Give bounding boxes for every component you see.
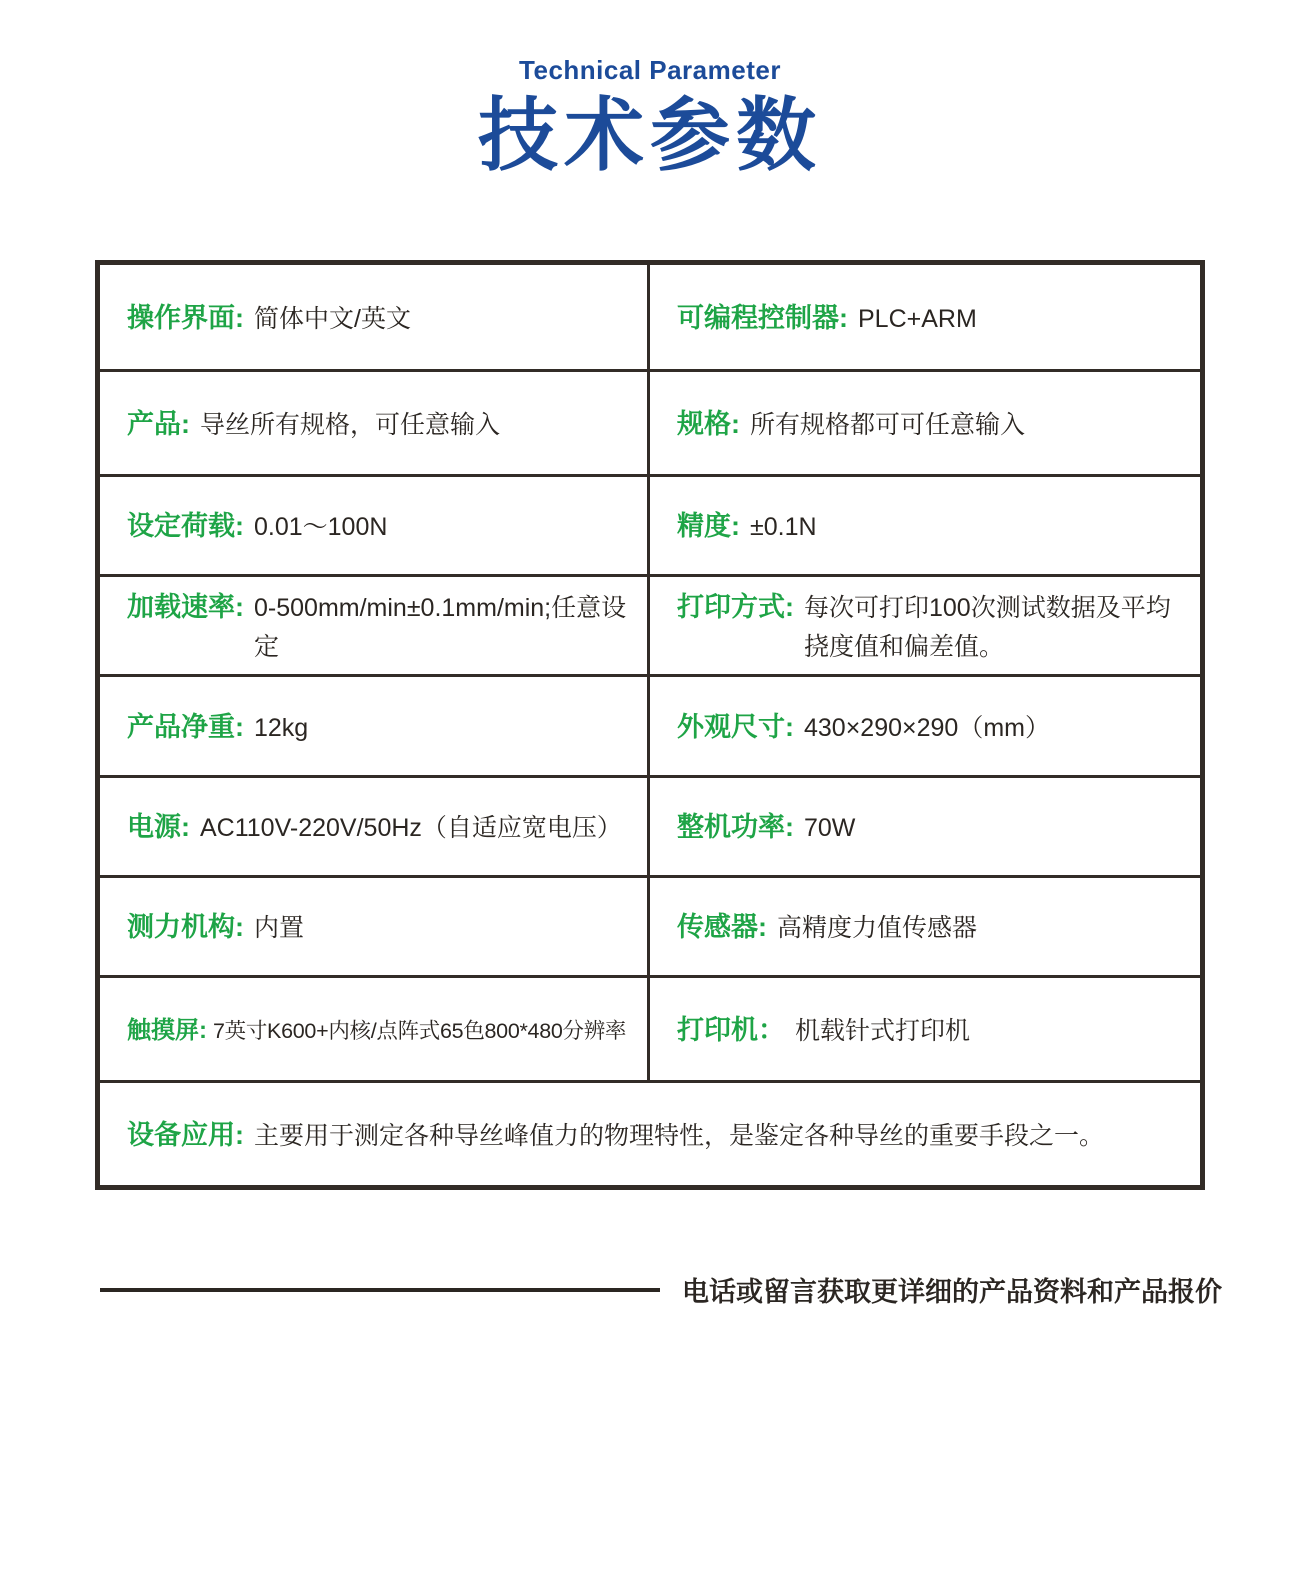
header-subtitle-en: Technical Parameter	[519, 55, 781, 85]
param-value: AC110V-220V/50Hz（自适应宽电压）	[200, 814, 622, 843]
param-value: 70W	[804, 814, 856, 843]
param-label: 加载速率:	[127, 591, 244, 622]
param-label: 打印方式:	[677, 591, 794, 622]
table-cell-net-weight	[100, 677, 650, 778]
param-label: 精度:	[677, 511, 740, 542]
param-value: 内置	[254, 914, 305, 943]
param-value: 12kg	[254, 713, 309, 742]
param-label: 设备应用:	[127, 1119, 244, 1150]
param-value: 主要用于测定各种导丝峰值力的物理特性，是鉴定各种导丝的重要手段之一。	[254, 1121, 1105, 1150]
table-cell-accuracy	[650, 477, 1200, 577]
table-cell-force-mechanism	[100, 878, 650, 978]
page-header	[0, 55, 1300, 180]
param-label: 规格:	[677, 408, 740, 439]
table-cell-printer	[650, 978, 1200, 1083]
contact-footer	[100, 1270, 1222, 1309]
param-value: 所有规格都可可任意输入	[750, 410, 1026, 439]
table-cell-print-mode	[650, 577, 1200, 677]
param-value: 机载针式打印机	[795, 1016, 971, 1045]
table-cell-plc-controller	[650, 265, 1200, 372]
param-value: 0.01～100N	[254, 513, 388, 542]
param-label: 可编程控制器:	[677, 302, 848, 333]
param-value: 每次可打印100次测试数据及平均挠度值和偏差值。	[804, 593, 1171, 661]
param-value: 导丝所有规格，可任意输入	[200, 410, 501, 439]
param-label: 触摸屏:	[127, 1016, 207, 1044]
table-cell-loading-rate	[100, 577, 650, 677]
table-cell-device-application	[100, 1083, 1200, 1185]
param-value: 高精度力值传感器	[777, 914, 978, 943]
table-cell-specification	[650, 372, 1200, 477]
param-label: 打印机：	[677, 1014, 785, 1045]
param-value: ±0.1N	[750, 513, 817, 542]
param-label: 设定荷载:	[127, 511, 244, 542]
param-value: 简体中文/英文	[254, 304, 411, 333]
param-label: 产品净重:	[127, 711, 244, 742]
table-cell-sensor	[650, 878, 1200, 978]
param-value: 430×290×290（mm）	[804, 713, 1050, 742]
contact-note: 电话或留言获取更详细的产品资料和产品报价	[682, 1277, 1222, 1307]
table-cell-product	[100, 372, 650, 477]
table-cell-total-power	[650, 778, 1200, 878]
param-label: 整机功率:	[677, 812, 794, 843]
spec-table	[95, 260, 1205, 1190]
param-label: 传感器:	[677, 912, 767, 943]
param-label: 操作界面:	[127, 302, 244, 333]
table-cell-operation-interface	[100, 265, 650, 372]
param-label: 测力机构:	[127, 912, 244, 943]
table-cell-dimensions	[650, 677, 1200, 778]
table-cell-power-supply	[100, 778, 650, 878]
param-value: 0-500mm/min±0.1mm/min;任意设定	[254, 593, 627, 661]
table-cell-touch-screen	[100, 978, 650, 1083]
divider-line	[100, 1288, 660, 1292]
param-label: 电源:	[127, 812, 190, 843]
param-label: 产品:	[127, 408, 190, 439]
param-value: 7英寸K600+内核/点阵式65色800*480分辨率	[213, 1018, 627, 1043]
page-title: 技术参数	[478, 91, 822, 180]
table-cell-set-load	[100, 477, 650, 577]
param-label: 外观尺寸:	[677, 711, 794, 742]
param-value: PLC+ARM	[858, 304, 977, 333]
